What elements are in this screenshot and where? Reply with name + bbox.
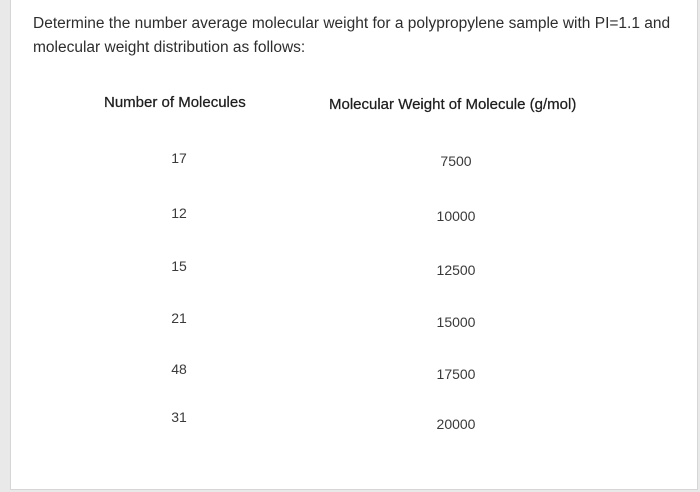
cell-molecules-row-1: 17 (171, 150, 187, 166)
cell-weight-row-2: 10000 (436, 208, 476, 224)
cell-weight-row-4: 15000 (436, 314, 476, 330)
cell-molecules-row-2: 12 (171, 205, 187, 221)
cell-molecules-row-4: 21 (171, 310, 187, 326)
cell-weight-row-3: 12500 (436, 262, 476, 278)
header-number-of-molecules: Number of Molecules (104, 94, 246, 111)
cell-molecules-row-6: 31 (171, 409, 187, 425)
question-line-1: Determine the number average molecular weight for a polypropylene sample with PI=1.1 and (33, 15, 671, 32)
question-text (33, 12, 683, 60)
cell-weight-row-5: 17500 (436, 366, 476, 382)
cell-weight-row-6: 20000 (436, 416, 476, 432)
cell-weight-row-1: 7500 (440, 153, 472, 169)
question-line-2: molecular weight distribution as follows: (33, 39, 306, 56)
cell-molecules-row-3: 15 (171, 258, 187, 274)
header-molecular-weight: Molecular Weight of Molecule (g/mol) (329, 96, 577, 113)
question-card (10, 0, 698, 490)
cell-molecules-row-5: 48 (171, 361, 187, 377)
